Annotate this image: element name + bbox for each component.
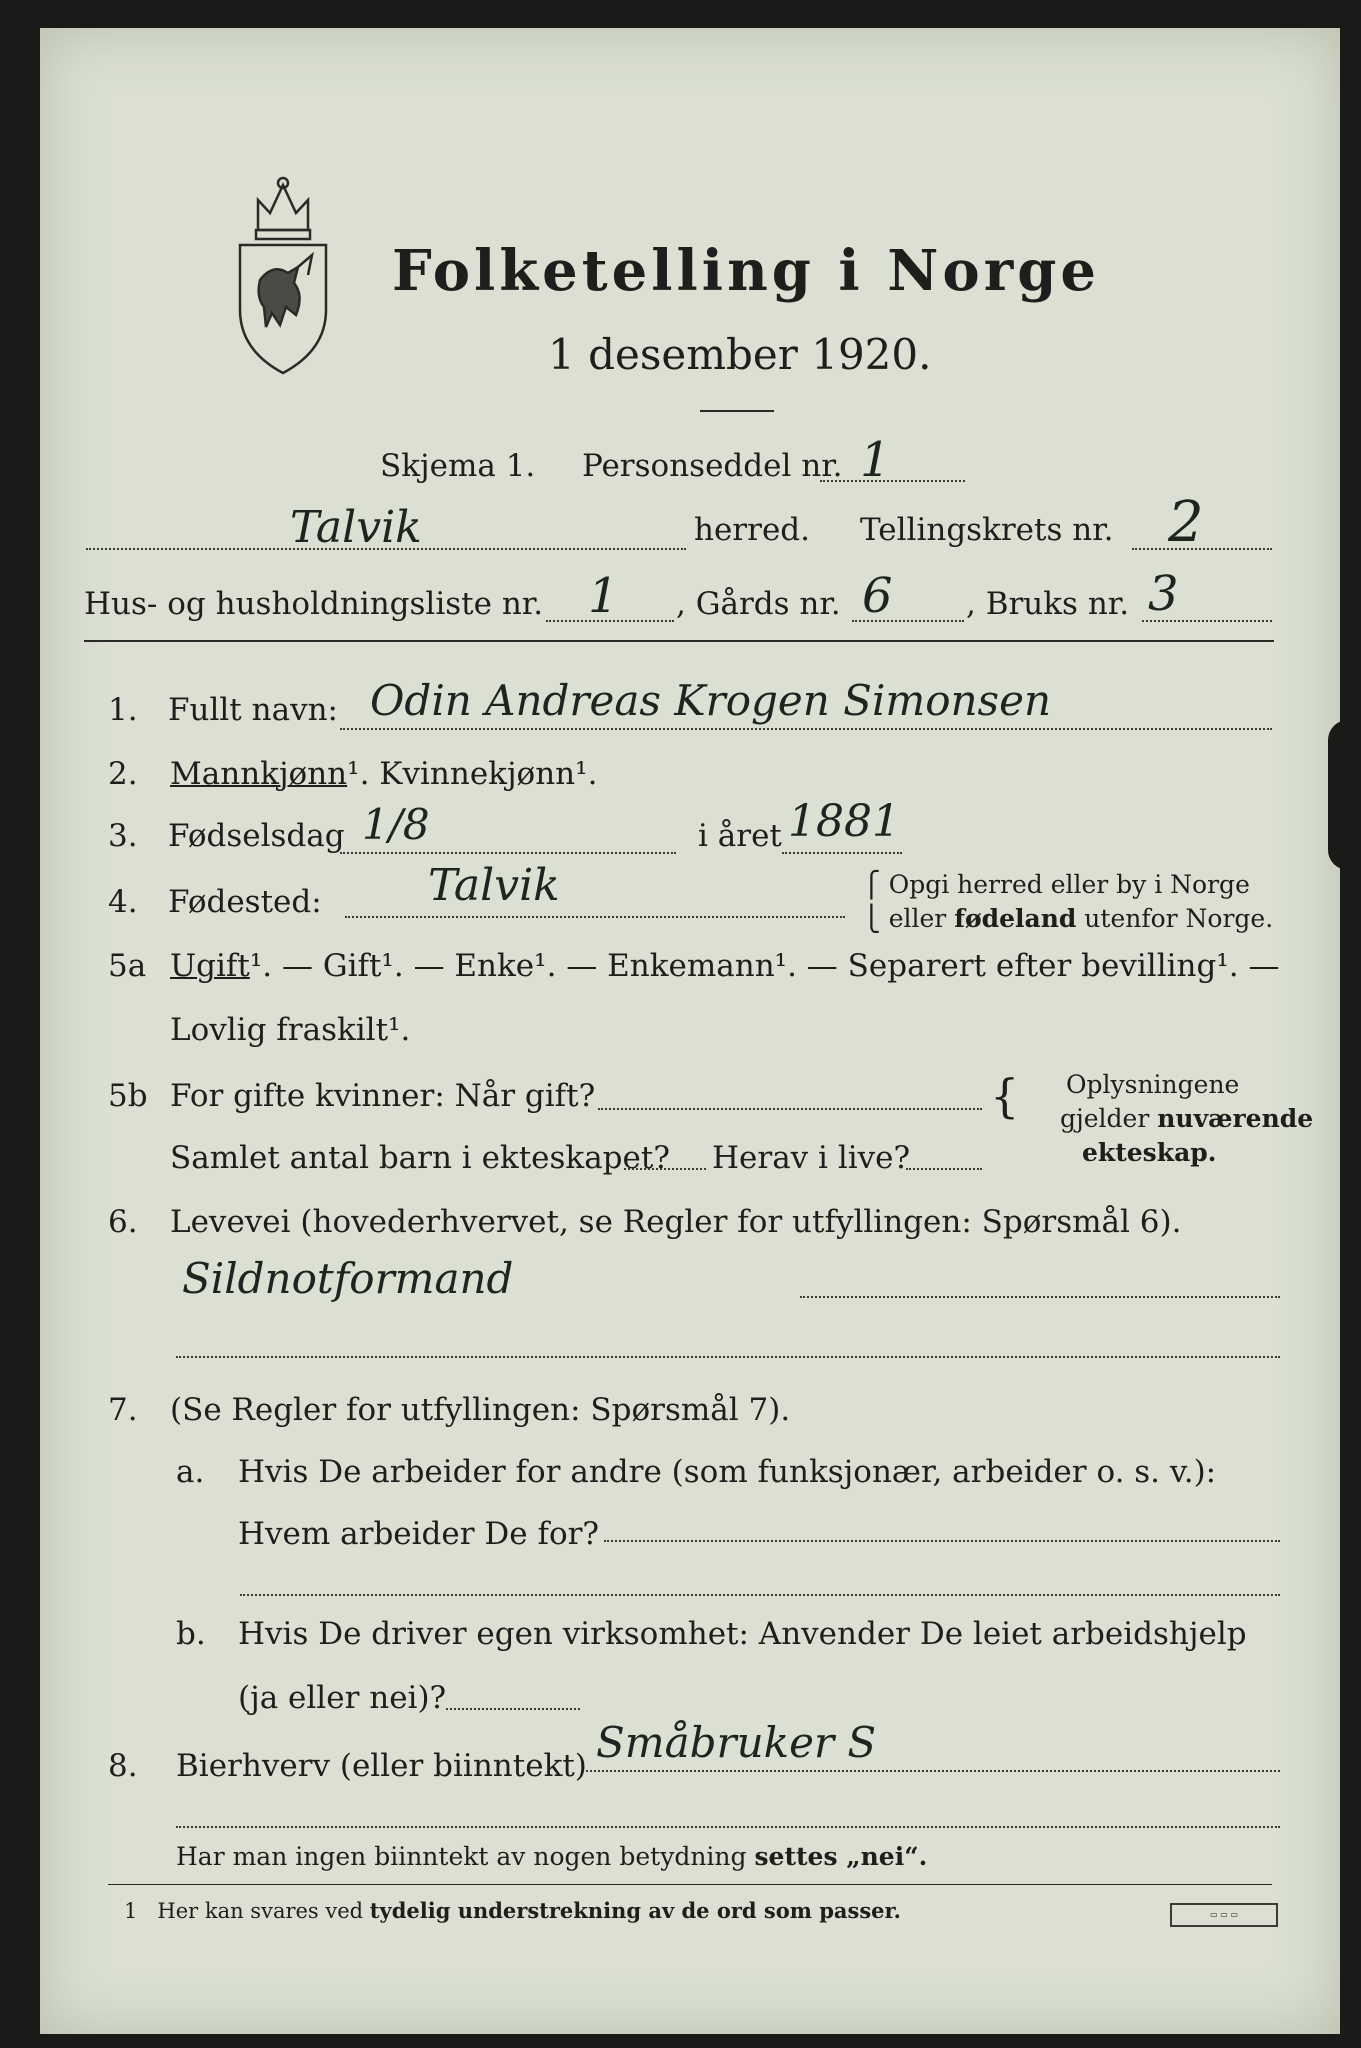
- q4-number: 4.: [108, 884, 138, 920]
- q7a-letter: a.: [176, 1454, 205, 1490]
- q7-label: (Se Regler for utfyllingen: Spørsmål 7).: [170, 1392, 791, 1428]
- full-name-value[interactable]: Odin Andreas Krogen Simonsen: [370, 676, 1052, 725]
- q8-dotline-1: [586, 1770, 1280, 1772]
- q2-footnote-mark-2: ¹.: [575, 756, 598, 792]
- q3-dotline: [340, 852, 676, 854]
- q2-options: [170, 756, 597, 792]
- q3-label: Fødselsdag: [168, 818, 345, 854]
- q5b-note-line1: Oplysningene: [1066, 1070, 1240, 1099]
- footnote: 1 Her kan svares ved tydelig understrekning av de ord som passer.: [124, 1898, 901, 1923]
- side-occupation-value[interactable]: Småbruker S: [596, 1718, 877, 1767]
- q5a-footnote-mark: ¹: [249, 948, 263, 984]
- q6-label: Levevei (hovederhvervet, se Regler for utfyllingen: Spørsmål 6).: [170, 1204, 1182, 1240]
- census-date: 1 desember 1920.: [548, 330, 932, 379]
- birth-year-value[interactable]: 1881: [788, 796, 900, 847]
- biinntekt-note: Har man ingen biinntekt av nogen betydning settes „nei“.: [176, 1842, 928, 1871]
- female-option[interactable]: Kvinnekjønn: [379, 756, 576, 792]
- q4-note-line1: ⎧ Opgi herred eller by i Norge: [862, 870, 1250, 899]
- gards-label: , Gårds nr.: [676, 586, 841, 622]
- birthday-value[interactable]: 1/8: [362, 800, 430, 849]
- q5a-other-options[interactable]: . — Gift¹. — Enke¹. — Enkemann¹. — Separert efter bevilling¹. —: [262, 948, 1280, 984]
- herred-label: herred.: [694, 512, 810, 548]
- footnote-separator: [108, 1884, 1272, 1885]
- q5b-label-children: Samlet antal barn i ekteskapet?: [170, 1140, 670, 1176]
- q8-number: 8.: [108, 1748, 138, 1784]
- page-edge-notch: [1328, 720, 1361, 870]
- q5a-options: [170, 948, 1279, 984]
- header-separator: [84, 640, 1274, 642]
- q8-dotline-2: [176, 1826, 1280, 1828]
- q5b-married-dotline[interactable]: [598, 1108, 982, 1110]
- bruks-number[interactable]: 3: [1148, 566, 1179, 622]
- herred-value[interactable]: Talvik: [290, 502, 422, 553]
- tellingskrets-number[interactable]: 2: [1168, 490, 1204, 555]
- q3-number: 3.: [108, 818, 138, 854]
- q5b-label-married: For gifte kvinner: Når gift?: [170, 1078, 596, 1114]
- q7a-dotline-2[interactable]: [240, 1594, 1280, 1596]
- q2-footnote-mark: ¹.: [347, 756, 380, 792]
- q7b-dotline[interactable]: [446, 1708, 580, 1710]
- ugift-option[interactable]: Ugift: [170, 948, 250, 984]
- q5a-number: 5a: [108, 948, 147, 984]
- q3-year-label: i året: [698, 818, 782, 854]
- q4-note-line2: ⎩ eller fødeland utenfor Norge.: [862, 904, 1274, 933]
- q7a-label: Hvis De arbeider for andre (som funksjonær, arbeider o. s. v.):: [238, 1454, 1217, 1490]
- q5b-children-dotline[interactable]: [624, 1168, 706, 1170]
- husholdningsliste-number[interactable]: 1: [588, 568, 619, 624]
- form-title: Folketelling i Norge: [392, 238, 1101, 304]
- gards-number[interactable]: 6: [862, 568, 893, 624]
- q1-number: 1.: [108, 692, 138, 728]
- husholdningsliste-label: Hus- og husholdningsliste nr.: [84, 586, 544, 622]
- tellingskrets-label: Tellingskrets nr.: [860, 512, 1114, 548]
- q6-dotline-2: [176, 1356, 1280, 1358]
- skjema-label: Skjema 1.: [380, 448, 536, 484]
- printer-stamp-icon: ▭ ▭ ▭: [1170, 1903, 1278, 1927]
- q4-dotline: [345, 916, 845, 918]
- q5b-note-line2: gjelder nuværende: [1060, 1104, 1314, 1133]
- q7a-dotline-1[interactable]: [604, 1540, 1280, 1542]
- q6-dotline-1: [800, 1296, 1280, 1298]
- q7b-label: Hvis De driver egen virksomhet: Anvender De leiet arbeidshjelp: [238, 1616, 1247, 1652]
- q1-label: Fullt navn:: [168, 692, 338, 728]
- q5b-note-line3: ekteskap.: [1082, 1138, 1217, 1167]
- personseddel-number[interactable]: 1: [860, 432, 891, 488]
- q7b-letter: b.: [176, 1616, 206, 1652]
- q3-year-dotline: [782, 852, 902, 854]
- personseddel-label: Personseddel nr.: [582, 448, 843, 484]
- q2-number: 2.: [108, 756, 138, 792]
- q7b-label2: (ja eller nei)?: [238, 1680, 447, 1716]
- occupation-value[interactable]: Sildnotformand: [182, 1254, 514, 1303]
- q7-number: 7.: [108, 1392, 138, 1428]
- title-divider: [700, 410, 774, 412]
- q5b-brace: {: [990, 1069, 1020, 1123]
- q1-dotline: [340, 728, 1272, 730]
- q6-number: 6.: [108, 1204, 138, 1240]
- male-option[interactable]: Mannkjønn: [170, 756, 348, 792]
- q5b-label-alive: Herav i live?: [712, 1140, 911, 1176]
- q5b-number: 5b: [108, 1078, 148, 1114]
- q7a-label2: Hvem arbeider De for?: [238, 1516, 600, 1552]
- personseddel-dotline: [820, 480, 965, 482]
- q5a-line2[interactable]: Lovlig fraskilt¹.: [170, 1012, 411, 1048]
- bruks-label: , Bruks nr.: [966, 586, 1130, 622]
- norwegian-lion-coat-of-arms-icon: [228, 175, 338, 375]
- q8-label: Bierhverv (eller biinntekt): [176, 1748, 587, 1784]
- birthplace-value[interactable]: Talvik: [428, 860, 560, 911]
- q4-label: Fødested:: [168, 884, 322, 920]
- q5b-alive-dotline[interactable]: [906, 1168, 982, 1170]
